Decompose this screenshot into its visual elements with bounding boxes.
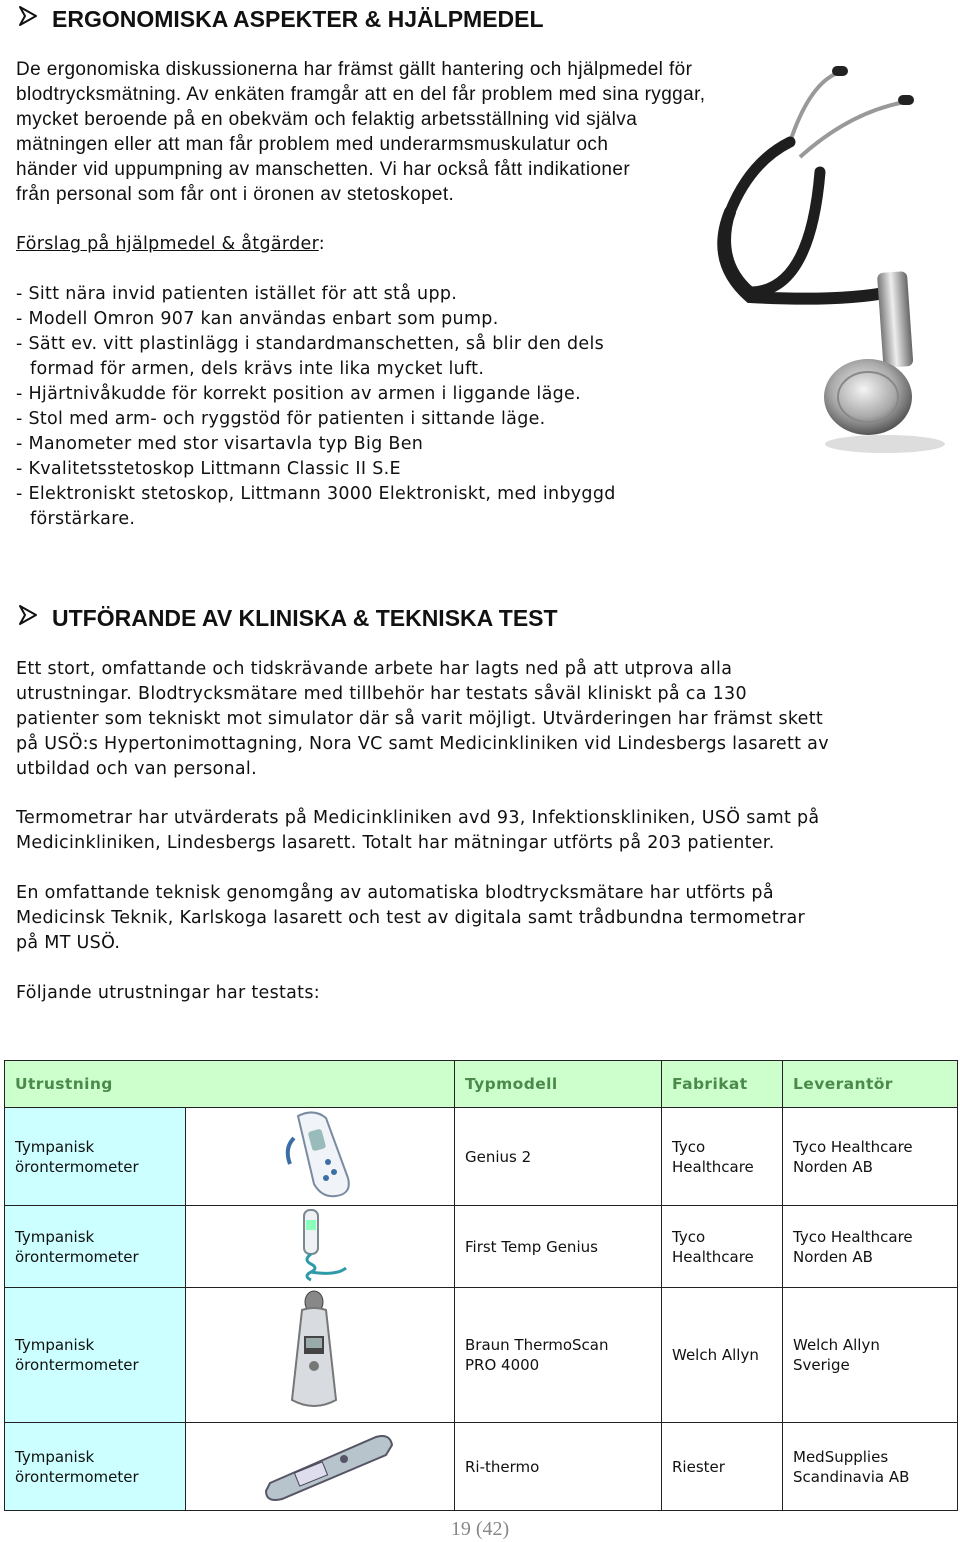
tests-paragraph-1: Ett stort, omfattande och tidskrävande arbete har lagts ned på att utprova alla utrustningar. Blodtrycksmätare med tillbehör har testats såväl kliniskt på ca 130 patienter som tekniskt mot simulator där så varit möjligt. Utvärderingen har främst skett på USÖ:s Hypertonimottagning, Nora VC samt Medicinkliniken vid Lindesbergs lasarett av utbildad och van personal. <box>16 659 829 779</box>
thermometer-firsttemp-image <box>186 1206 454 1282</box>
type-cell: Tympanisk örontermometer <box>5 1423 186 1511</box>
thermometer-braun-image <box>186 1288 454 1417</box>
list-item: - Kvalitetsstetoskop Littmann Classic II S.E <box>16 459 401 479</box>
aids-list <box>16 282 616 532</box>
manufacturer-cell: Tyco Healthcare <box>662 1206 783 1288</box>
header-cell: Utrustning <box>5 1061 455 1108</box>
product-image-cell <box>186 1206 455 1288</box>
list-item: - Hjärtnivåkudde för korrekt position av armen i liggande läge. <box>16 384 581 404</box>
arrow-bullet-icon <box>16 603 42 633</box>
tests-paragraph-4: Följande utrustningar har testats: <box>16 983 320 1003</box>
type-cell: Tympanisk örontermometer <box>5 1206 186 1288</box>
tests-paragraph-3: En omfattande teknisk genomgång av automatiska blodtrycksmätare har utförts på Medicinsk Teknik, Karlskoga lasarett och test av digitala samt trådbundna termometrar på MT USÖ. <box>16 883 806 953</box>
manufacturer-cell: Welch Allyn <box>662 1288 783 1423</box>
equipment-table <box>4 1060 958 1511</box>
heading-text: ERGONOMISKA ASPEKTER & HJÄLPMEDEL <box>52 5 544 32</box>
manufacturer-cell: Tyco Healthcare <box>662 1108 783 1206</box>
list-item: förstärkare. <box>30 509 136 529</box>
list-item: - Modell Omron 907 kan användas enbart som pump. <box>16 309 499 329</box>
table-row <box>5 1206 958 1288</box>
supplier-cell: Tyco Healthcare Norden AB <box>783 1206 958 1288</box>
thermometer-rithermo-image <box>186 1423 454 1505</box>
table-header-row <box>5 1061 958 1108</box>
list-item: formad för armen, dels krävs inte lika mycket luft. <box>30 359 485 379</box>
header-cell: Leverantör <box>783 1061 958 1108</box>
thermometer-genius2-image <box>186 1108 454 1200</box>
list-item: - Stol med arm- och ryggstöd för patienten i sittande läge. <box>16 409 546 429</box>
aids-subtitle: Förslag på hjälpmedel & åtgärder: <box>16 234 325 254</box>
supplier-cell: MedSupplies Scandinavia AB <box>783 1423 958 1511</box>
model-cell: Genius 2 <box>455 1108 662 1206</box>
tests-paragraph-2: Termometrar har utvärderats på Medicinkliniken avd 93, Infektionskliniken, USÖ samt på Medicinkliniken, Lindesbergs lasarett. Totalt har mätningar utförts på 203 patienter. <box>16 808 820 853</box>
section-heading-ergonomics <box>16 4 544 34</box>
header-cell: Typmodell <box>455 1061 662 1108</box>
heading-text: UTFÖRANDE AV KLINISKA & TEKNISKA TEST <box>52 604 558 631</box>
manufacturer-cell: Riester <box>662 1423 783 1511</box>
table-row <box>5 1423 958 1511</box>
header-cell: Fabrikat <box>662 1061 783 1108</box>
ergonomics-paragraph: De ergonomiska diskussionerna har främst gällt hantering och hjälpmedel för blodtrycksmätning. Av enkäten framgår att en del får problem med sina ryggar, mycket beroende på en obekväm och felaktig arbetsställning vid själva mätningen eller att man får problem med underarmsmuskulatur och händer vid uppumpning av manschetten. Vi har också fått indikationer från personal som får ont i öronen av stetoskopet. <box>16 59 706 205</box>
product-image-cell <box>186 1108 455 1206</box>
product-image-cell <box>186 1423 455 1511</box>
product-image-cell <box>186 1288 455 1423</box>
table-row <box>5 1108 958 1206</box>
list-item: - Sätt ev. vitt plastinlägg i standardmanschetten, så blir den dels <box>16 334 605 354</box>
list-item: - Manometer med stor visartavla typ Big Ben <box>16 434 424 454</box>
type-cell: Tympanisk örontermometer <box>5 1288 186 1423</box>
list-item: - Elektroniskt stetoskop, Littmann 3000 Elektroniskt, med inbyggd <box>16 484 616 504</box>
supplier-cell: Welch Allyn Sverige <box>783 1288 958 1423</box>
section-heading-tests <box>16 603 558 633</box>
page-number: 19 (42) <box>450 1518 510 1540</box>
arrow-bullet-icon <box>16 4 42 34</box>
list-item: - Sitt nära invid patienten istället för att stå upp. <box>16 284 458 304</box>
model-cell: Braun ThermoScan PRO 4000 <box>455 1288 662 1423</box>
model-cell: Ri-thermo <box>455 1423 662 1511</box>
supplier-cell: Tyco Healthcare Norden AB <box>783 1108 958 1206</box>
model-cell: First Temp Genius <box>455 1206 662 1288</box>
table-row <box>5 1288 958 1423</box>
type-cell: Tympanisk örontermometer <box>5 1108 186 1206</box>
